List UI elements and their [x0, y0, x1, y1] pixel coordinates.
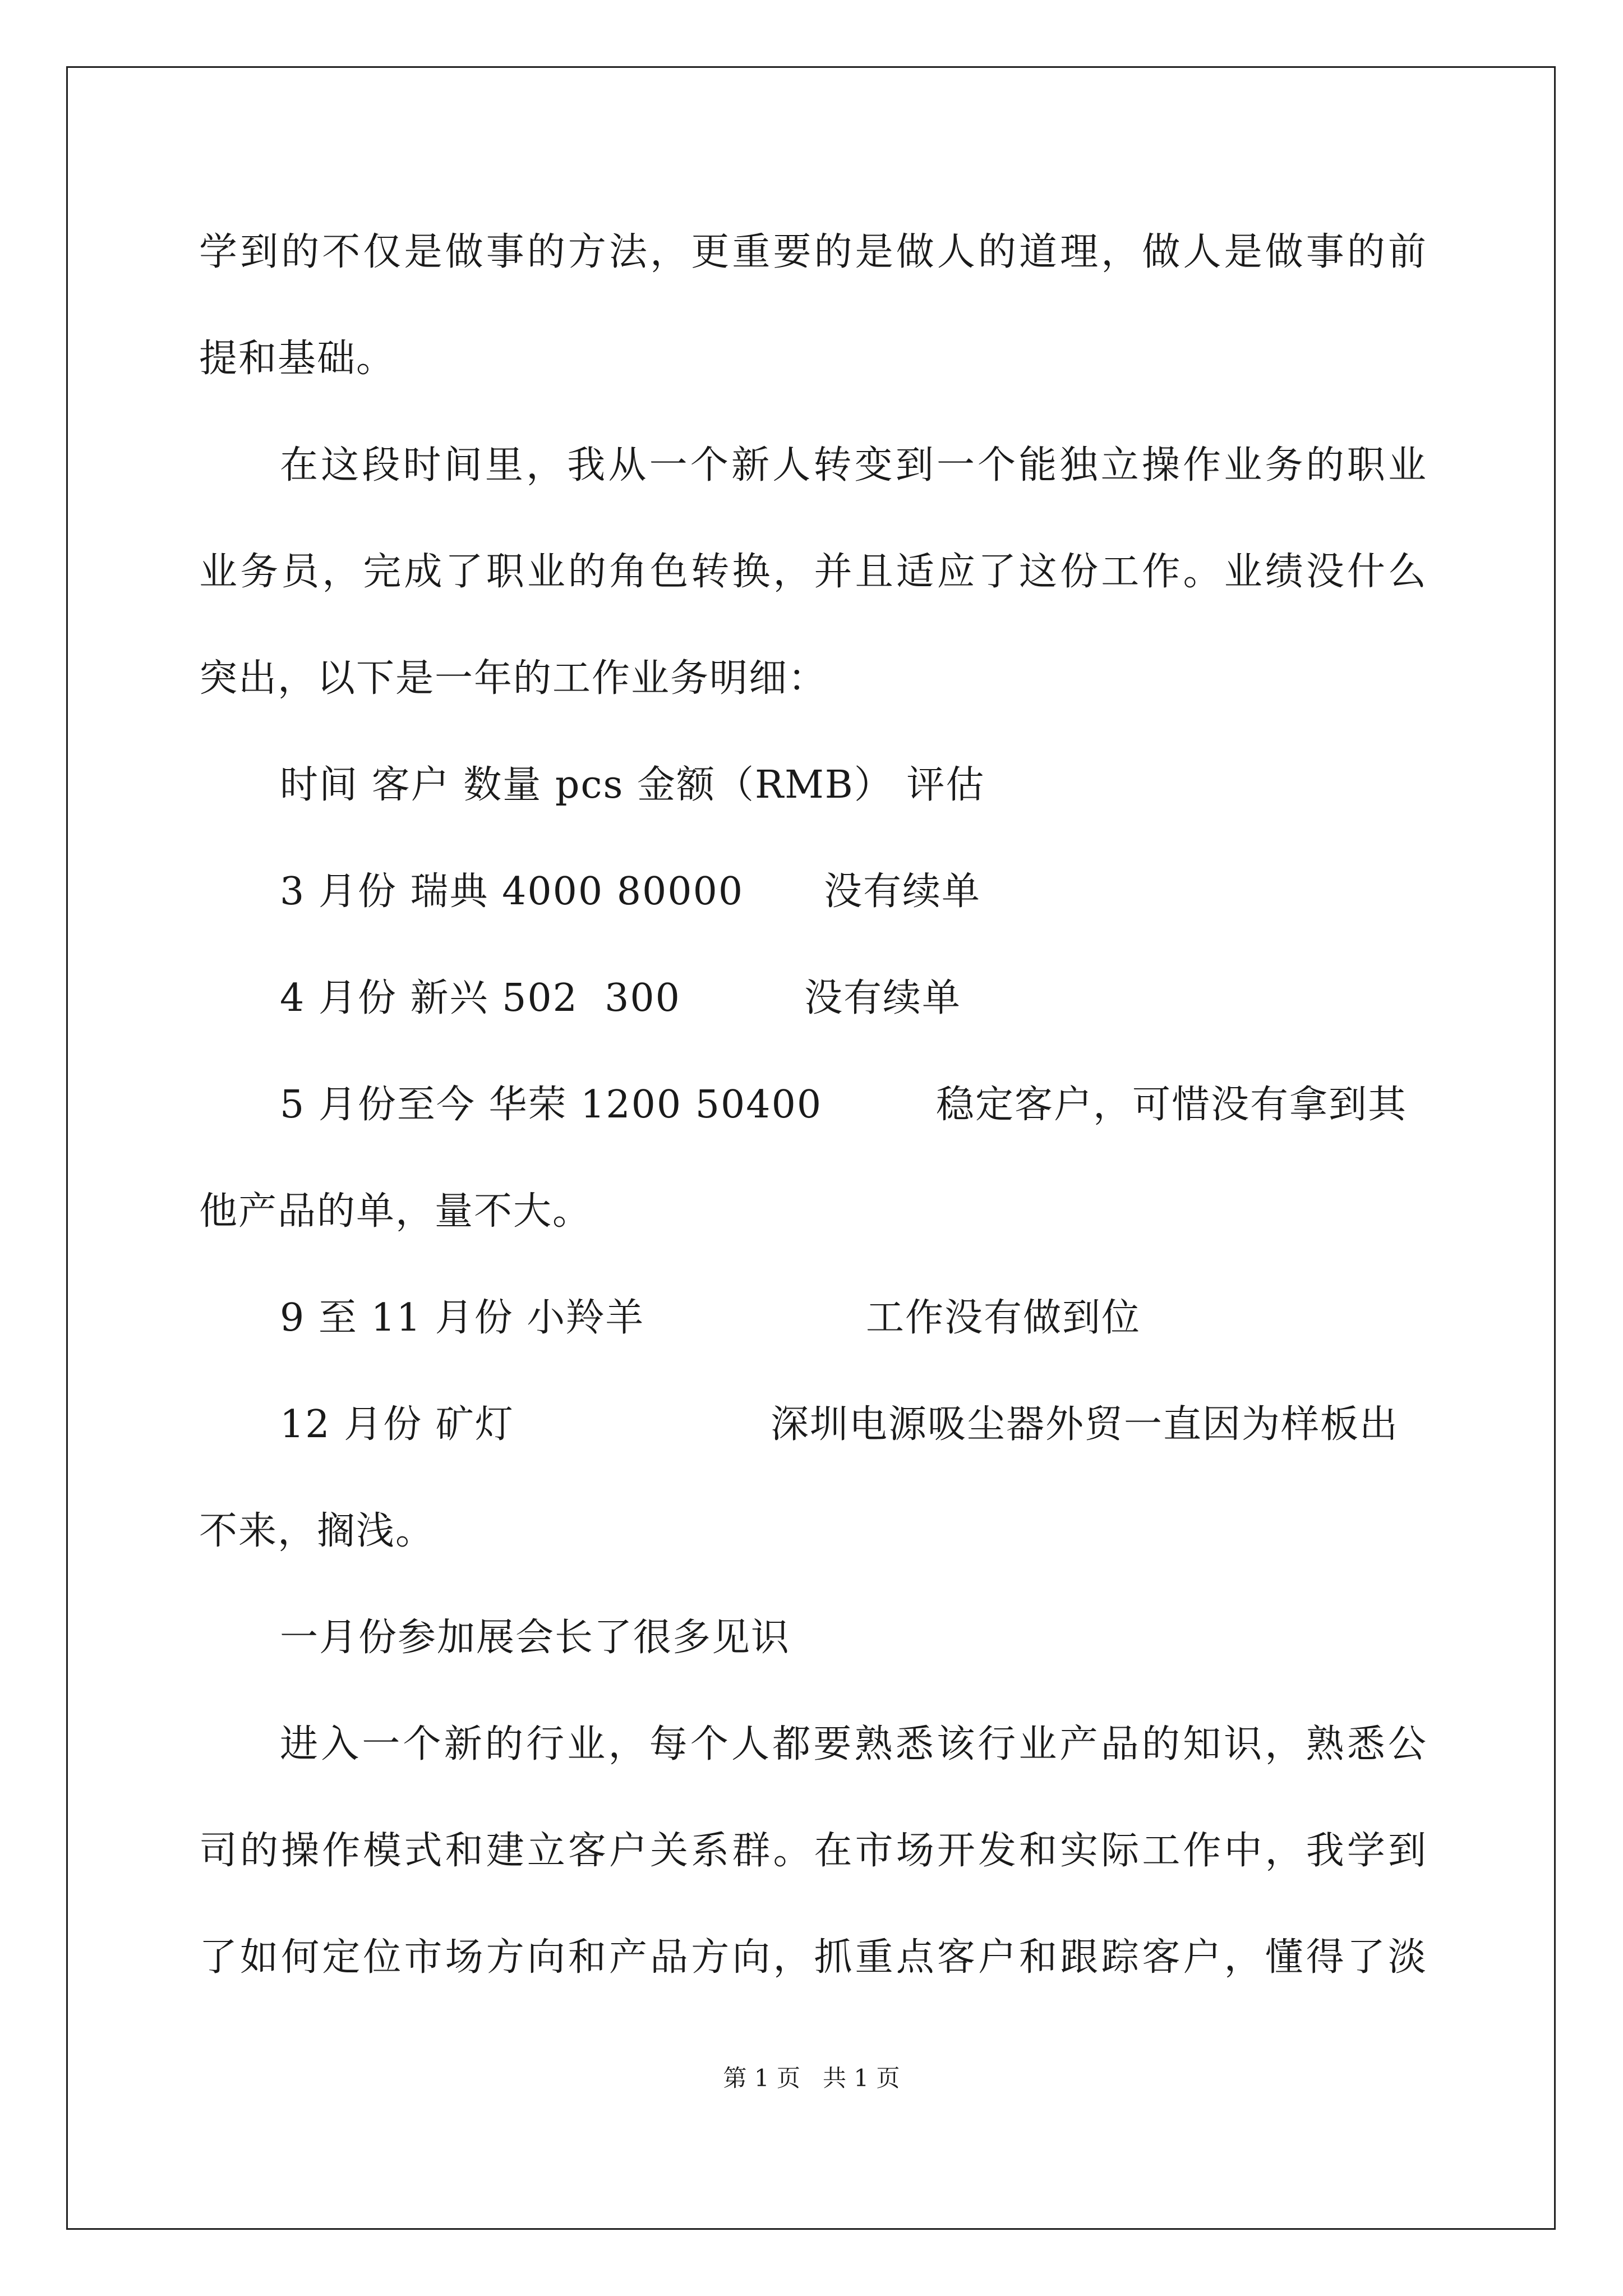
table-row-evaluation: 没有续单: [824, 869, 981, 914]
paragraph-line: 提和基础。: [199, 337, 396, 381]
table-row-evaluation: 没有续单: [804, 976, 962, 1020]
table-row-data: 5 月份至今 华荣 1200 50400: [280, 1083, 823, 1127]
table-header-line: 时间 客户 数量 pcs 金额（RMB） 评估: [280, 763, 985, 807]
paragraph-line: 业务员，完成了职业的角色转换，并且适应了这份工作。业绩没什么: [199, 550, 1426, 594]
paragraph-line: 司的操作模式和建立客户关系群。在市场开发和实际工作中，我学到: [199, 1829, 1426, 1873]
page-footer: 第 1 页 共 1 页: [723, 2064, 900, 2092]
table-row-evaluation: 工作没有做到位: [866, 1296, 1141, 1340]
paragraph-line: 在这段时间里，我从一个新人转变到一个能独立操作业务的职业: [280, 443, 1426, 487]
table-row-data: 9 至 11 月份 小羚羊: [280, 1296, 645, 1340]
paragraph-line: 他产品的单，量不大。: [199, 1189, 592, 1234]
table-row-data: 12 月份 矿灯: [280, 1402, 514, 1447]
paragraph-line: 了如何定位市场方向和产品方向，抓重点客户和跟踪客户，懂得了淡: [199, 1935, 1426, 1980]
paragraph-line: 学到的不仅是做事的方法，更重要的是做人的道理，做人是做事的前: [199, 230, 1426, 274]
table-row-data: 4 月份 新兴 502 300: [280, 976, 681, 1020]
paragraph-line: 不来，搁浅。: [199, 1509, 435, 1553]
paragraph-line: 突出，以下是一年的工作业务明细：: [199, 656, 828, 701]
paragraph-line: 进入一个新的行业，每个人都要熟悉该行业产品的知识，熟悉公: [280, 1722, 1426, 1766]
table-row-evaluation: 稳定客户，可惜没有拿到其: [936, 1083, 1408, 1127]
table-row-evaluation: 深圳电源吸尘器外贸一直因为样板出: [771, 1402, 1399, 1447]
table-row-data: 3 月份 瑞典 4000 80000: [280, 869, 744, 914]
paragraph-line: 一月份参加展会长了很多见识: [280, 1616, 791, 1660]
